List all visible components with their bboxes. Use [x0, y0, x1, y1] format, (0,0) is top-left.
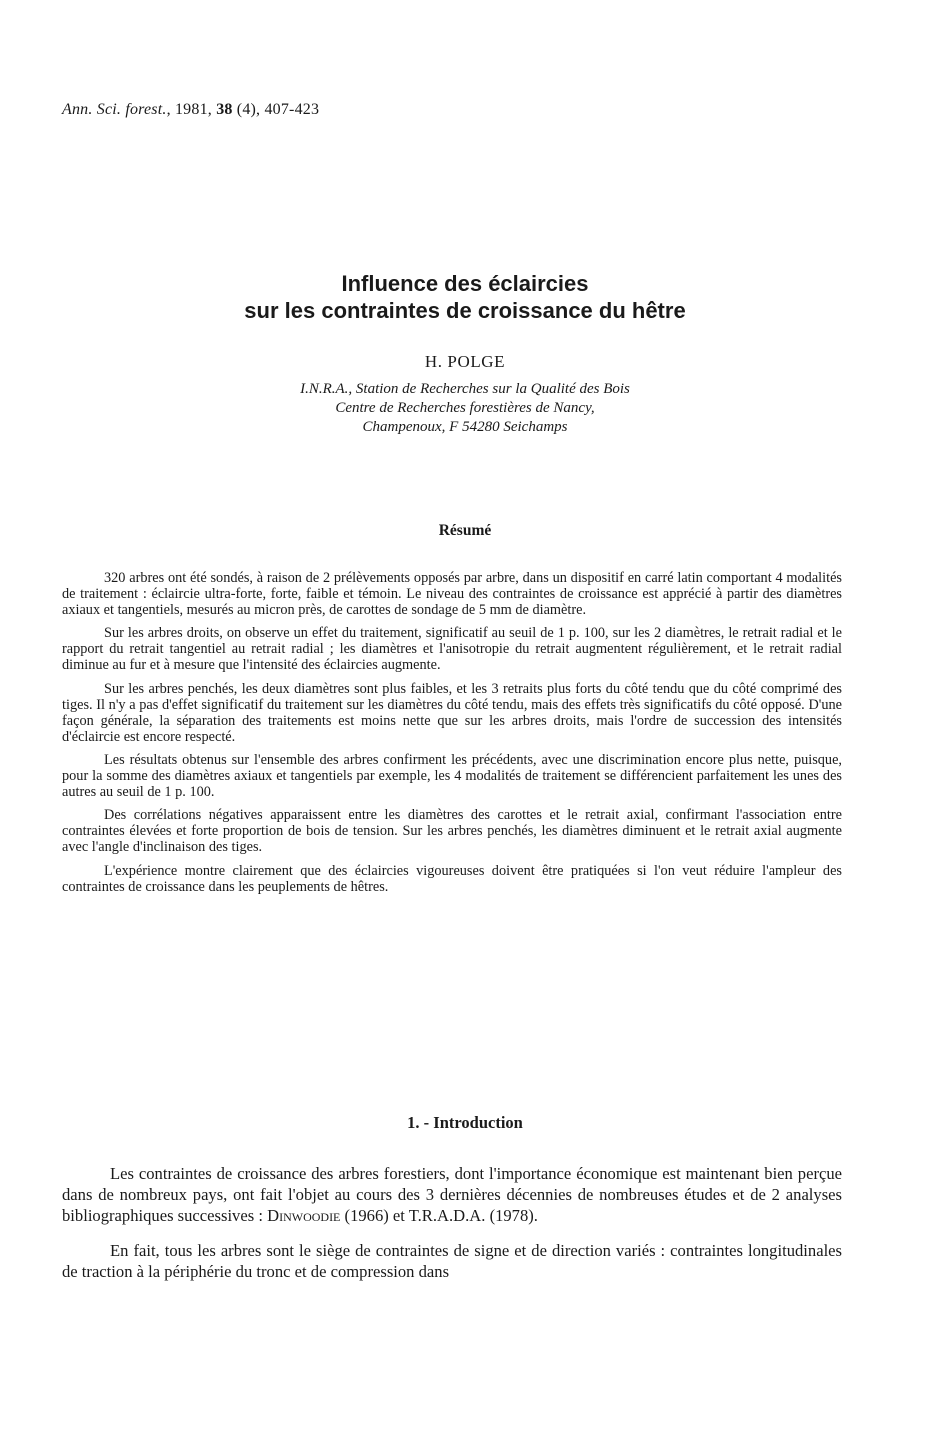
- introduction-paragraph-1: [62, 1163, 842, 1227]
- introduction-body: [62, 1163, 842, 1295]
- author-name: H. POLGE: [424, 352, 506, 371]
- introduction-heading: 1. - Introduction: [407, 1113, 523, 1132]
- citation-volume: 38: [216, 101, 233, 118]
- affiliation-line-2: Centre de Recherches forestières de Nancy,: [335, 400, 595, 416]
- abstract-paragraph: Des corrélations négatives apparaissent entre les diamètres des carottes et le retrait axial, confirmant l'association entre contraintes élevées et forte proportion de bois de tension. Sur les arbres penchés, les diamètres diminuent et le retrait axial augmente avec l'angle d'inclinaison des tiges.: [62, 807, 842, 856]
- introduction-paragraph-2: En fait, tous les arbres sont le siège de contraintes de signe et de direction variés : contraintes longitudinales de traction à la périphérie du tronc et de compression dans: [62, 1240, 842, 1281]
- journal-name: Ann. Sci. forest.: [62, 101, 167, 118]
- intro-text: Les contraintes de croissance des arbres forestiers, dont l'importance économique est maintenant bien perçue dans de nombreux pays, ont fait l'objet au cours des 3 dernières décennies de nombreuses études et de 2 analyses bibliographiques successives :: [62, 1164, 842, 1226]
- abstract-paragraph: Les résultats obtenus sur l'ensemble des arbres confirment les précédents, avec une discrimination encore plus nette, puisque, pour la somme des diamètres axiaux et tangentiels par exemple, les 4 modalités de traitement se différencient parfaitement les unes des autres au seuil de 1 p. 100.: [62, 751, 842, 801]
- citation-issue-pages: (4), 407-423: [232, 101, 320, 118]
- abstract-paragraph: Sur les arbres penchés, les deux diamètres sont plus faibles, et les 3 retraits plus forts du côté tendu que du côté comprimé des tiges. Il n'y a pas d'effet significatif du traitement sur les diamètres du côté tendu, mais des effets très significatifs du côté opposé. D'une façon générale, la séparation des traitements est moins nette que sur les arbres droits, mais l'ordre de succession des intensités d'éclaircie est encore respecté.: [62, 680, 842, 745]
- title-line-2: sur les contraintes de croissance du hêtre: [244, 298, 686, 323]
- affiliation-line-1: I.N.R.A., Station de Recherches sur la Qualité des Bois: [300, 381, 630, 397]
- reference-author: Dinwoodie: [267, 1206, 341, 1226]
- abstract-paragraph: 320 arbres ont été sondés, à raison de 2 prélèvements opposés par arbre, dans un dispositif en carré latin comportant 4 modalités de traitement : éclaircie ultra-forte, forte, faible et témoin. Le niveau des contraintes de croissance est apprécié à partir des diamètres axiaux et tangentiels, mesurés au micron près, de carottes de sondage de 5 mm de diamètre.: [62, 570, 842, 619]
- abstract-paragraph: L'expérience montre clairement que des éclaircies vigoureuses doivent être pratiquées si l'on veut réduire l'ampleur des contraintes de croissance dans les peuplements de hêtres.: [62, 862, 842, 895]
- title-line-1: Influence des éclaircies: [341, 271, 589, 296]
- abstract-paragraph: Sur les arbres droits, on observe un effet du traitement, significatif au seuil de 1 p. 100, sur les 2 diamètres, le retrait radial et le rapport du retrait tangentiel au retrait radial ; les diamètres et l'anisotropie du retrait augmentent régulièrement, et le retrait radial diminue au fur et à mesure que l'intensité des éclaircies augmente.: [62, 625, 842, 674]
- abstract-body: [62, 570, 842, 902]
- author-affiliation: [0, 380, 930, 437]
- intro-text: (1966) et T.R.A.D.A. (1978).: [340, 1206, 538, 1226]
- journal-citation: [62, 101, 319, 119]
- affiliation-line-3: Champenoux, F 54280 Seichamps: [362, 419, 568, 435]
- article-title: [0, 270, 930, 324]
- abstract-heading: Résumé: [438, 522, 492, 539]
- citation-year: , 1981,: [166, 101, 217, 118]
